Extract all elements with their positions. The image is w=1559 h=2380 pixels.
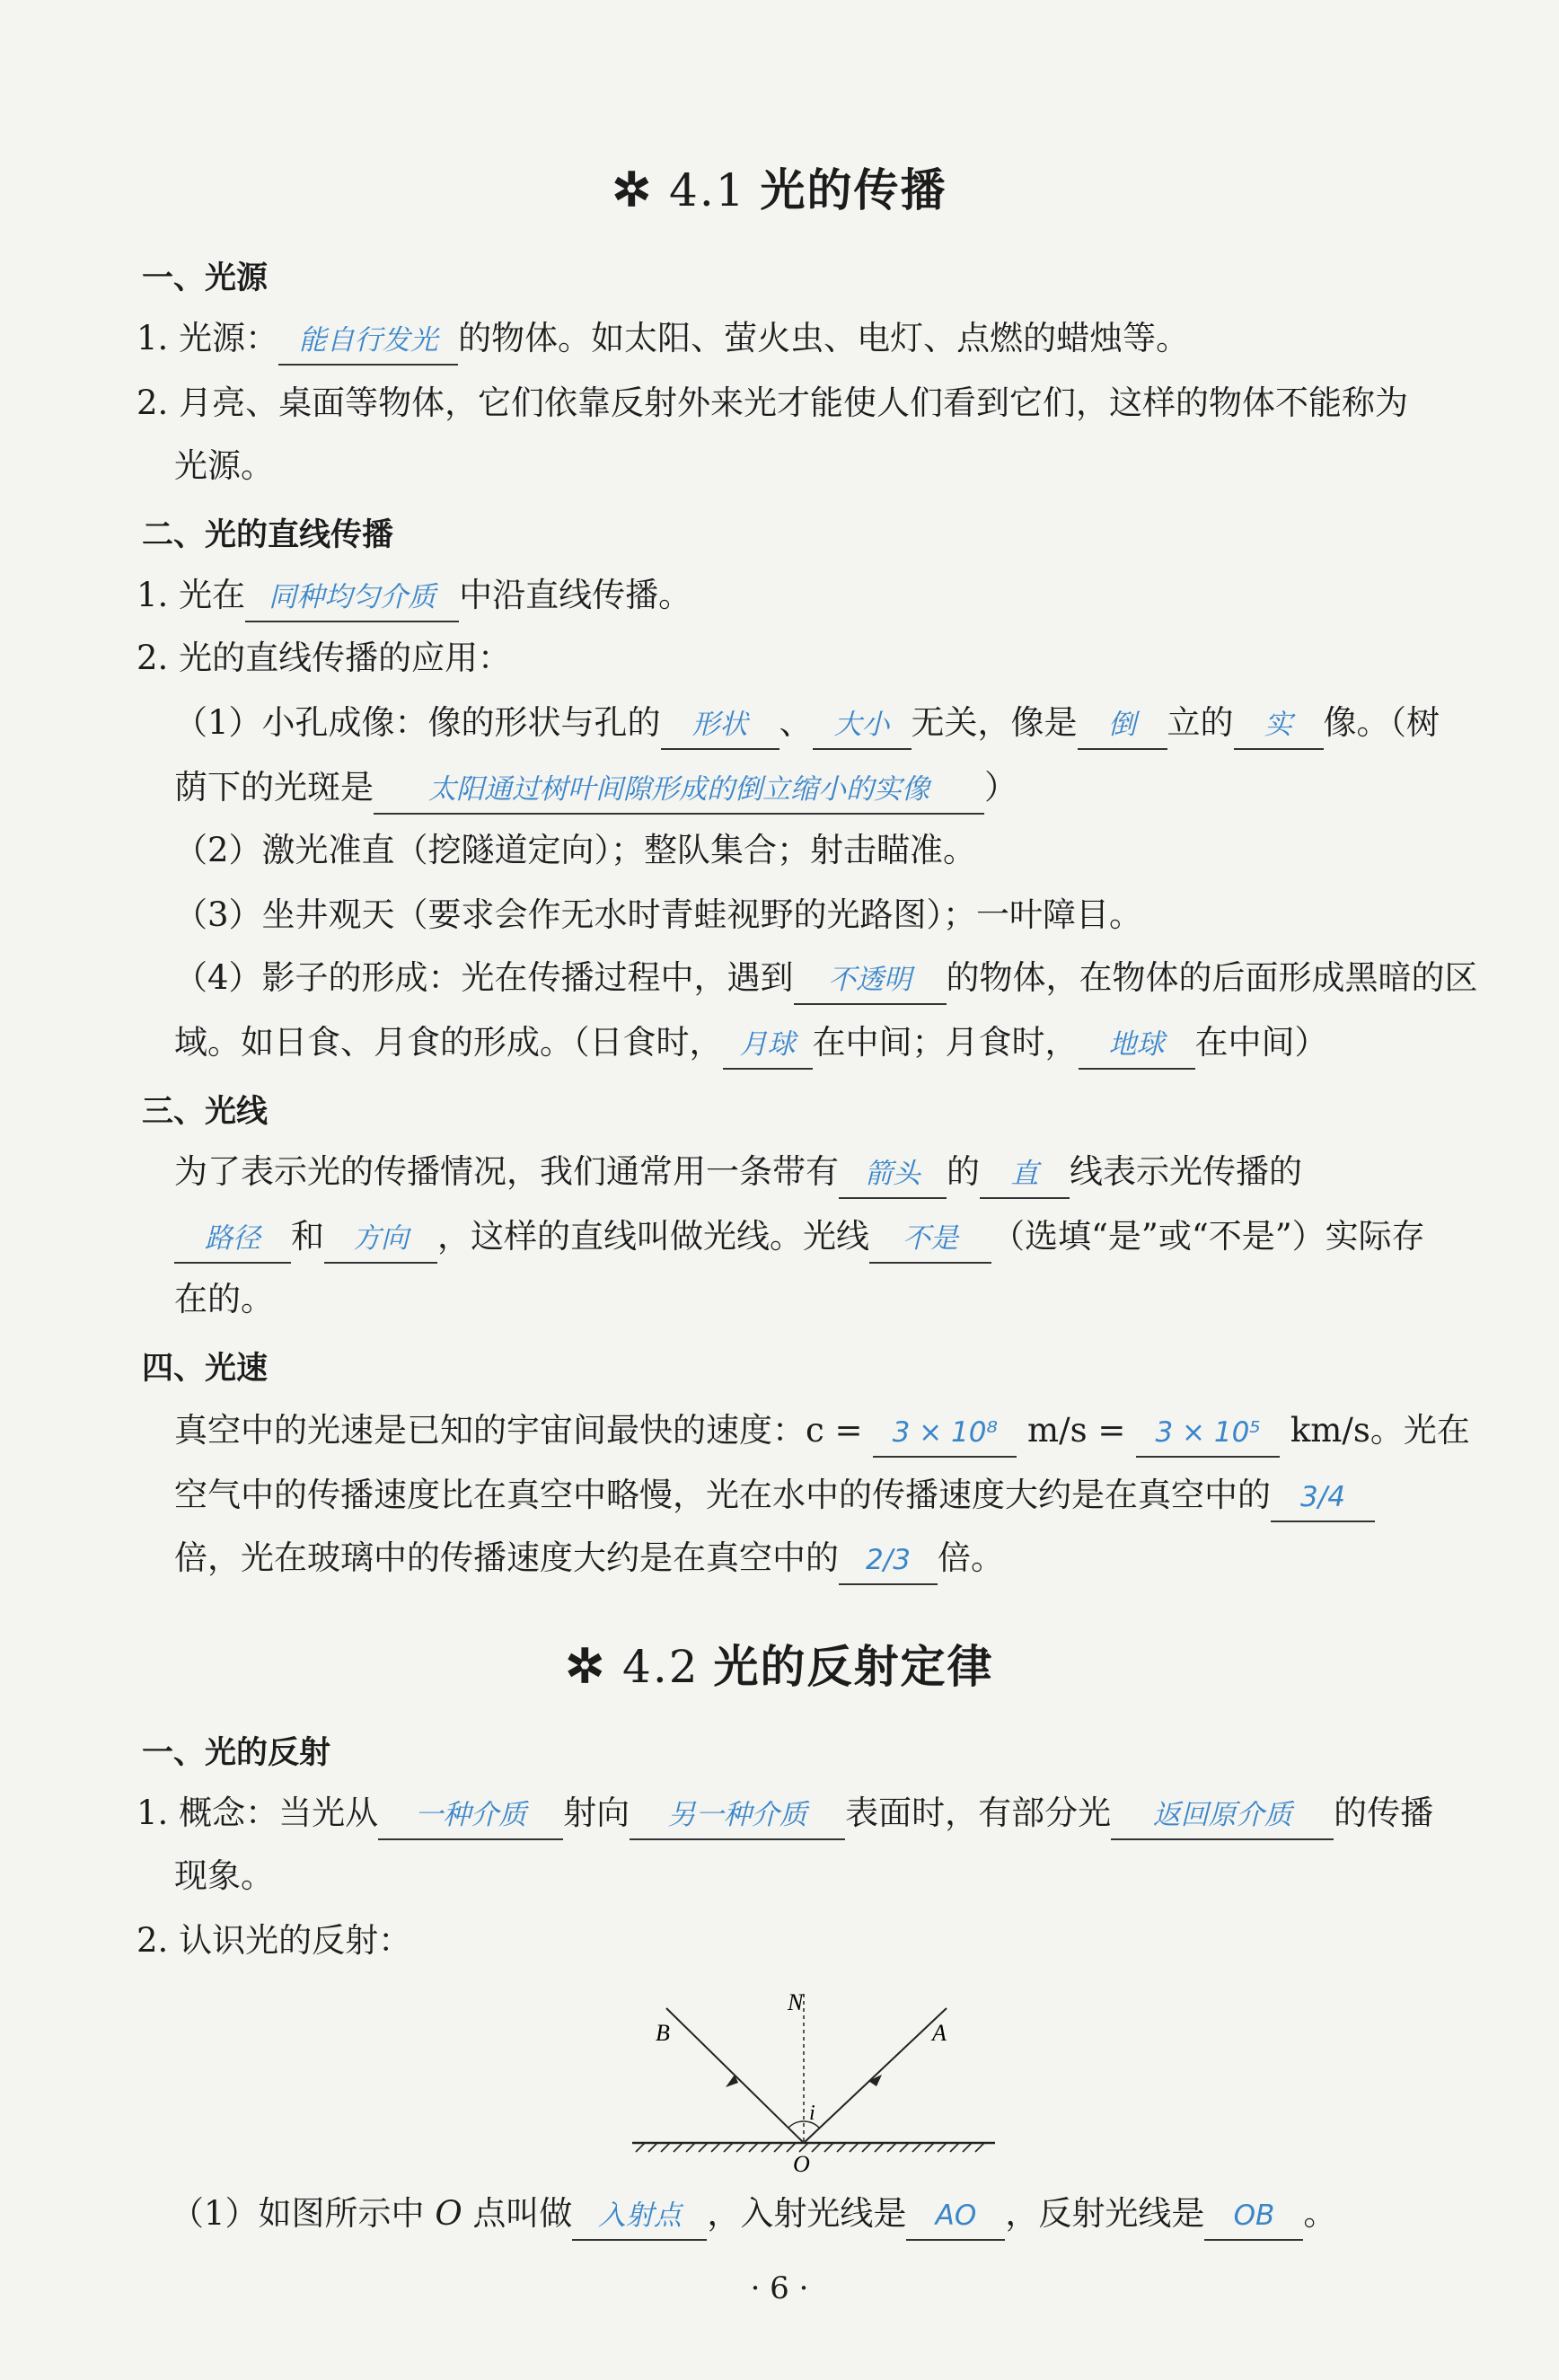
paragraph: 倍，光在玻璃中的传播速度大约是在真空中的 2/3 倍。: [174, 1536, 1004, 1582]
paragraph: 路径 和 方向 ，这样的直线叫做光线。光线 不是 （选填“是”或“不是”）实际存: [174, 1214, 1425, 1260]
paragraph: 为了表示光的传播情况，我们通常用一条带有 箭头 的 直 线表示光传播的: [174, 1150, 1302, 1195]
paragraph: 空气中的传播速度比在真空中略慢，光在水中的传播速度大约是在真空中的 3/4: [174, 1473, 1375, 1519]
paragraph: 荫下的光斑是 太阳通过树叶间隙形成的倒立缩小的实像 ）: [174, 765, 1017, 811]
answer-blank: 太阳通过树叶间隙形成的倒立缩小的实像: [374, 771, 984, 815]
paragraph: （1）如图所示中 O 点叫做 入射点 ，入射光线是 AO ，反射光线是 OB 。: [171, 2191, 1336, 2237]
incident-ray: [804, 2008, 947, 2143]
section-title-4-2: ✲ 4.2 光的反射定律: [565, 1639, 994, 1694]
answer-blank: 另一种介质: [630, 1797, 845, 1840]
section-title-4-1: ✲ 4.1 光的传播: [612, 163, 947, 217]
answer-blank: 路径: [174, 1221, 291, 1264]
reflection-diagram: [620, 1976, 1015, 2182]
heading-light-source: 一、光源: [142, 260, 269, 296]
paragraph: 真空中的光速是已知的宇宙间最快的速度：c = 3 × 10⁸ m/s = 3 × 10⁵ km/s。光在: [174, 1408, 1470, 1454]
paragraph: 1. 光在 同种均匀介质 中沿直线传播。: [137, 573, 691, 619]
answer-blank: 返回原介质: [1111, 1797, 1334, 1840]
answer-blank: OB: [1204, 2198, 1303, 2241]
answer-blank: 3 × 10⁸: [873, 1415, 1017, 1458]
answer-blank: 地球: [1079, 1027, 1195, 1070]
label-b: B: [656, 2020, 670, 2046]
paragraph: 域。如日食、月食的形成。（日食时， 月球 在中间；月食时， 地球 在中间）: [174, 1020, 1328, 1066]
paragraph: （2）激光准直（挖隧道定向）；整队集合；射击瞄准。: [174, 831, 977, 869]
label-n: N: [788, 1989, 804, 2015]
answer-blank: 倒: [1078, 707, 1167, 750]
heading-light-ray: 三、光线: [142, 1094, 269, 1130]
answer-blank: 不是: [869, 1221, 991, 1264]
answer-blank: AO: [906, 2198, 1005, 2241]
label-i: i: [809, 2102, 815, 2125]
answer-blank: 实: [1234, 707, 1324, 750]
paragraph: （4）影子的形成：光在传播过程中，遇到 不透明 的物体，在物体的后面形成黑暗的区: [174, 956, 1478, 1001]
label-o: O: [793, 2151, 810, 2177]
paragraph: 在的。: [174, 1280, 274, 1318]
paragraph: 2. 认识光的反射：: [137, 1921, 412, 1960]
label-a: A: [932, 2020, 947, 2046]
page-number: · 6 ·: [750, 2270, 809, 2306]
answer-blank: 一种介质: [378, 1797, 563, 1840]
answer-blank: 入射点: [572, 2198, 707, 2241]
answer-blank: 不透明: [794, 962, 947, 1005]
paragraph: 现象。: [174, 1856, 274, 1895]
angle-arc: [788, 2121, 804, 2128]
paragraph: 2. 月亮、桌面等物体，它们依靠反射外来光才能使人们看到它们，这样的物体不能称为: [137, 383, 1409, 422]
reflected-ray: [666, 2008, 804, 2143]
flower-icon: ✲: [565, 1639, 607, 1694]
answer-blank: 能自行发光: [278, 322, 458, 366]
heading-reflection: 一、光的反射: [142, 1735, 331, 1771]
paragraph: （1）小孔成像：像的形状与孔的 形状 、 大小 无关，像是 倒 立的 实 像。（树: [174, 701, 1440, 746]
paragraph: （3）坐井观天（要求会作无水时青蛙视野的光路图）；一叶障目。: [174, 895, 1143, 934]
answer-blank: 月球: [723, 1027, 813, 1070]
answer-blank: 箭头: [839, 1156, 947, 1199]
answer-blank: 3 × 10⁵: [1136, 1415, 1280, 1458]
answer-blank: 形状: [661, 707, 780, 750]
paragraph: 1. 概念：当光从 一种介质 射向 另一种介质 表面时，有部分光 返回原介质 的传播: [137, 1791, 1433, 1837]
answer-blank: 方向: [324, 1221, 437, 1264]
answer-blank: 2/3: [839, 1542, 938, 1585]
heading-rectilinear-propagation: 二、光的直线传播: [142, 517, 394, 553]
answer-blank: 大小: [813, 707, 912, 750]
heading-speed-of-light: 四、光速: [142, 1351, 269, 1387]
answer-blank: 同种均匀介质: [245, 579, 459, 622]
answer-blank: 3/4: [1271, 1479, 1375, 1522]
paragraph: 1. 光源： 能自行发光 的物体。如太阳、萤火虫、电灯、点燃的蜡烛等。: [137, 316, 1189, 362]
answer-blank: 直: [980, 1156, 1070, 1199]
paragraph: 光源。: [174, 446, 274, 485]
mirror-hatching: [636, 2143, 984, 2152]
paragraph: 2. 光的直线传播的应用：: [137, 639, 512, 677]
flower-icon: ✲: [612, 163, 654, 217]
